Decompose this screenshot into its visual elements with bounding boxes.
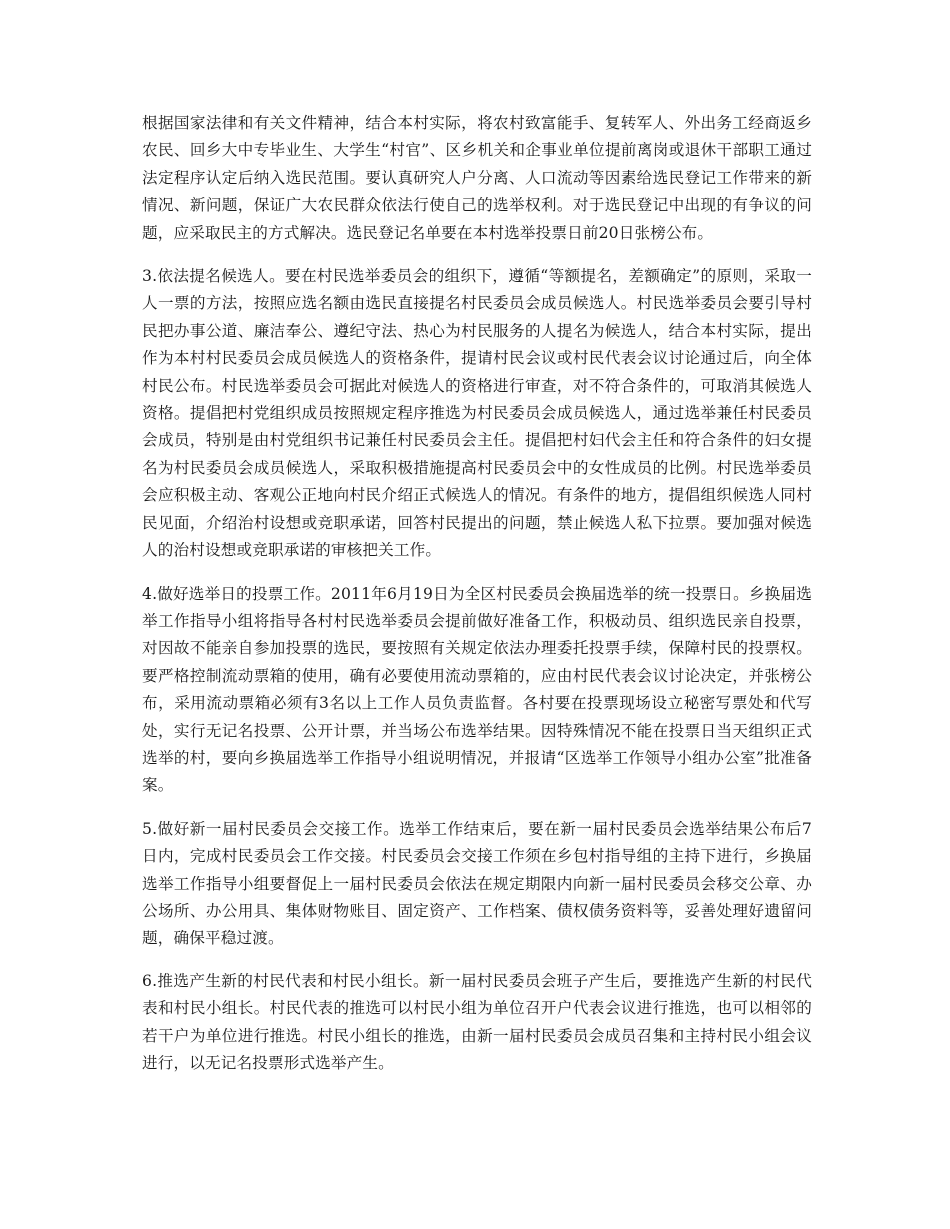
- paragraph-election-day-voting: 4.做好选举日的投票工作。2011年6月19日为全区村民委员会换届选举的统一投票日。乡换届选举工作指导小组将指导各村村民选举委员会提前做好准备工作，积极动员、组织选民亲自投票，对因故不能亲自参加投票的选民，要按照有关规定依法办理委托投票手续，保障村民的投票权。要严格控制流动票箱的使用，确有必要使用流动票箱的，应由村民代表会议讨论决定，并张榜公布，采用流动票箱必须有3名以上工作人员负责监督。各村要在投票现场设立秘密写票处和代写处，实行无记名投票、公开计票，并当场公布选举结果。因特殊情况不能在投票日当天组织正式选举的村，要向乡换届选举工作指导小组说明情况，并报请“区选举工作领导小组办公室”批准备案。: [142, 584, 812, 795]
- paragraph-committee-handover: 5.做好新一届村民委员会交接工作。选举工作结束后，要在新一届村民委员会选举结果公布后7日内，完成村民委员会工作交接。村民委员会交接工作须在乡包村指导组的主持下进行，乡换届选举工作指导小组要督促上一届村民委员会依法在规定期限内向新一届村民委员会移交公章、办公场所、办公用具、集体财物账目、固定资产、工作档案、债权债务资料等，妥善处理好遗留问题，确保平稳过渡。: [142, 819, 812, 948]
- paragraph-representatives-election: 6.推选产生新的村民代表和村民小组长。新一届村民委员会班子产生后，要推选产生新的村民代表和村民小组长。村民代表的推选可以村民小组为单位召开户代表会议进行推选，也可以相邻的若干户为单位进行推选。村民小组长的推选，由新一届村民委员会成员召集和主持村民小组会议进行，以无记名投票形式选举产生。: [142, 971, 812, 1072]
- paragraph-voter-registration: 根据国家法律和有关文件精神，结合本村实际，将农村致富能手、复转军人、外出务工经商返乡农民、回乡大中专毕业生、大学生“村官”、区乡机关和企事业单位提前离岗或退休干部职工通过法定程序认定后纳入选民范围。要认真研究人户分离、人口流动等因素给选民登记工作带来的新情况、新问题，保证广大农民群众依法行使自己的选举权利。对于选民登记中出现的有争议的问题，应采取民主的方式解决。选民登记名单要在本村选举投票日前20日张榜公布。: [142, 114, 812, 242]
- document-page: [142, 110, 812, 1077]
- paragraph-nominate-candidates: 3.依法提名候选人。要在村民选举委员会的组织下，遵循“等额提名，差额确定”的原则，采取一人一票的方法，按照应选名额由选民直接提名村民委员会成员候选人。村民选举委员会要引导村民把办事公道、廉洁奉公、遵纪守法、热心为村民服务的人提名为候选人，结合本村实际，提出作为本村村民委员会成员候选人的资格条件，提请村民会议或村民代表会议讨论通过后，向全体村民公布。村民选举委员会可据此对候选人的资格进行审查，对不符合条件的，可取消其候选人资格。提倡把村党组织成员按照规定程序推选为村民委员会成员候选人，通过选举兼任村民委员会成员，特别是由村党组织书记兼任村民委员会主任。提倡把村妇代会主任和符合条件的妇女提名为村民委员会成员候选人，采取积极措施提高村民委员会中的女性成员的比例。村民选举委员会应积极主动、客观公正地向村民介绍正式候选人的情况。有条件的地方，提倡组织候选人同村民见面，介绍治村设想或竞职承诺，回答村民提出的问题，禁止候选人私下拉票。要加强对候选人的治村设想或竞职承诺的审核把关工作。: [142, 267, 812, 560]
